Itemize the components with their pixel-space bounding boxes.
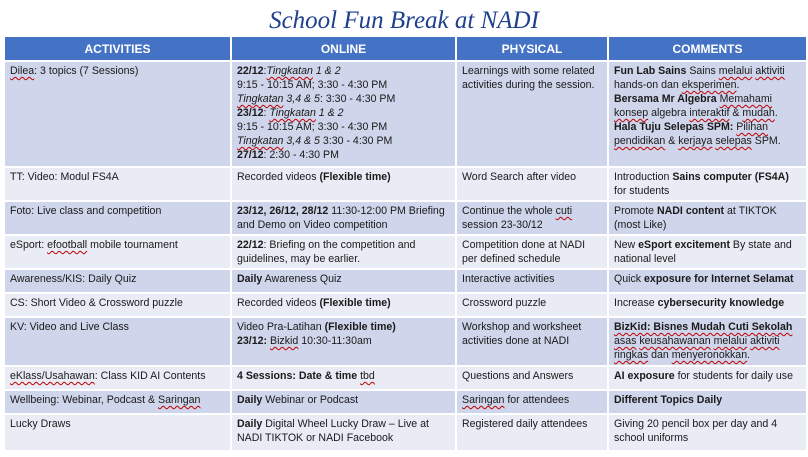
text-segment: Hala Tuju Selepas SPM: [614, 121, 737, 133]
online-cell [231, 201, 456, 235]
text-segment: 10:30-11:30am [298, 335, 372, 347]
text-segment: 3,4 & 5 [283, 93, 320, 105]
cell-line [237, 393, 450, 407]
comments-cell [608, 390, 807, 414]
text-segment: eSport: [10, 239, 48, 251]
cell-line [614, 170, 801, 198]
text-segment: . [774, 107, 778, 119]
text-segment: Daily [237, 394, 263, 406]
text-segment: 3,4 & 5 [283, 135, 320, 147]
text-segment: cuti [555, 205, 573, 217]
text-segment: eSport excitement [638, 239, 730, 251]
cell-line [237, 334, 450, 348]
text-segment: interaktif [689, 107, 730, 119]
text-segment: Awareness/KIS: Daily Quiz [10, 273, 137, 285]
table-row [4, 269, 807, 293]
text-segment: 4 Sessions: Date & time [237, 370, 361, 382]
text-segment: : 2:30 - 4:30 PM [263, 149, 339, 161]
cell-line [237, 238, 450, 266]
activity-cell [4, 235, 231, 269]
text-segment: pendidikan [614, 135, 666, 147]
text-segment: Memahami [719, 93, 773, 105]
activity-cell [4, 366, 231, 390]
activity-cell [4, 293, 231, 317]
activity-cell [4, 61, 231, 167]
text-segment: menyeronokkan [671, 349, 748, 361]
text-segment: 1 & 2 [315, 107, 344, 119]
table-row [4, 201, 807, 235]
cell-line [237, 134, 450, 148]
activity-cell [4, 201, 231, 235]
text-segment: melalui [713, 335, 748, 347]
text-segment: Questions and Answers [462, 370, 574, 382]
cell-line [614, 296, 801, 310]
table-row [4, 235, 807, 269]
text-segment: New [614, 239, 639, 251]
text-segment: Tingkatan [237, 135, 284, 147]
text-segment: Tingkatan [237, 93, 284, 105]
cell-line [237, 64, 450, 78]
physical-cell [456, 317, 608, 366]
text-segment: selepas [715, 135, 752, 147]
text-segment: Daily [237, 418, 263, 430]
text-segment: (Flexible time) [319, 297, 391, 309]
table-row [4, 61, 807, 167]
text-segment: Sains [686, 65, 719, 77]
comments-cell [608, 235, 807, 269]
cell-line [614, 64, 801, 92]
physical-cell [456, 390, 608, 414]
text-segment: Fun Lab Sains [614, 65, 687, 77]
cell-line [237, 296, 450, 310]
activity-cell [4, 167, 231, 201]
cell-line [462, 320, 602, 348]
text-segment: exposure for Internet Selamat [644, 273, 794, 285]
online-cell [231, 235, 456, 269]
text-segment: Promote [614, 205, 657, 217]
cell-line [237, 148, 450, 162]
text-segment: Wellbeing: Webinar, Podcast & [10, 394, 159, 406]
cell-line [10, 320, 225, 334]
cell-line [462, 170, 602, 184]
text-segment: . [736, 79, 740, 91]
header-row [4, 36, 807, 61]
text-segment: at TIKTOK (most Like) [614, 205, 777, 231]
cell-line [237, 417, 450, 445]
cell-line [10, 272, 225, 286]
text-segment: Introduction [614, 171, 673, 183]
online-cell [231, 293, 456, 317]
activity-cell [4, 390, 231, 414]
text-segment: Giving 20 pencil box per day and 4 school uniforms [614, 418, 778, 444]
comments-cell [608, 414, 807, 451]
text-segment: asas [614, 335, 637, 347]
text-segment: (Flexible time) [324, 321, 396, 333]
text-segment: Dilea [10, 65, 35, 77]
text-segment: tbd [360, 370, 375, 382]
text-segment: Registered daily attendees [462, 418, 588, 430]
text-segment: Different Topics Daily [614, 394, 723, 406]
text-segment: Bizkid [270, 335, 299, 347]
physical-cell [456, 293, 608, 317]
physical-cell [456, 167, 608, 201]
physical-cell [456, 414, 608, 451]
cell-line [462, 296, 602, 310]
text-segment: Tingkatan [266, 65, 313, 77]
text-segment: 11:30-12:00 PM Briefing and Demo on Video competition [237, 205, 445, 231]
text-segment: efootball [47, 239, 88, 251]
text-segment: Recorded videos [237, 171, 320, 183]
text-segment: melalui [718, 65, 753, 77]
text-segment: SPM. [751, 135, 781, 147]
text-segment: Saringan [462, 394, 505, 406]
table-row [4, 390, 807, 414]
text-segment: Increase [614, 297, 658, 309]
comments-cell [608, 269, 807, 293]
text-segment: Interactive activities [462, 273, 555, 285]
text-segment: Learnings with some related activities during the session. [462, 65, 595, 91]
cell-line [10, 393, 225, 407]
text-segment: Daily [237, 273, 263, 285]
cell-line [614, 204, 801, 232]
text-segment: Bersama Mr Algebra [614, 93, 717, 105]
cell-line [237, 272, 450, 286]
cell-line [10, 296, 225, 310]
text-segment: keusahawanan [639, 335, 711, 347]
text-segment: Digital Wheel Lucky Draw – Live at NADI TIKTOK or NADI Facebook [237, 418, 429, 444]
text-segment: for students for daily use [674, 370, 793, 382]
header-physical: PHYSICAL [456, 36, 608, 61]
text-segment: 23/12 [237, 107, 264, 119]
table-row [4, 414, 807, 451]
text-segment: : 3:30 - 4:30 PM [319, 93, 396, 105]
text-segment: 22/12 [237, 65, 264, 77]
physical-cell [456, 366, 608, 390]
text-segment: kerjaya [678, 135, 713, 147]
online-cell [231, 414, 456, 451]
online-cell [231, 390, 456, 414]
text-segment: : 3 topics (7 Sessions) [34, 65, 139, 77]
text-segment: 9:15 - 10:15 AM; 3:30 - 4:30 PM [237, 121, 388, 133]
text-segment: 22/12 [237, 239, 264, 251]
cell-line [462, 369, 602, 383]
text-segment: Sains computer (FS4A) [672, 171, 789, 183]
text-segment: : Class KID AI Contents [94, 370, 206, 382]
text-segment: TT: Video: Modul FS4A [10, 171, 119, 183]
physical-cell [456, 269, 608, 293]
online-cell [231, 269, 456, 293]
online-cell [231, 317, 456, 366]
text-segment: aktiviti [750, 335, 780, 347]
comments-cell [608, 61, 807, 167]
header-online: ONLINE [231, 36, 456, 61]
text-segment: By state and national level [614, 239, 792, 265]
text-segment: session 23-30/12 [462, 219, 543, 231]
cell-line [614, 272, 801, 286]
text-segment: ringkas [614, 349, 649, 361]
text-segment: for attendees [504, 394, 570, 406]
comments-cell [608, 167, 807, 201]
physical-cell [456, 201, 608, 235]
cell-line [614, 238, 801, 266]
text-segment: eksperimen [681, 79, 737, 91]
cell-line [614, 120, 801, 148]
text-segment: KV: Video and Live Class [10, 321, 129, 333]
comments-cell [608, 201, 807, 235]
text-segment: Saringan [158, 394, 201, 406]
online-cell [231, 61, 456, 167]
cell-line [10, 170, 225, 184]
cell-line [10, 417, 225, 431]
text-segment: Quick [614, 273, 645, 285]
text-segment: Recorded videos [237, 297, 320, 309]
text-segment: Continue the whole [462, 205, 556, 217]
activities-table [3, 35, 808, 452]
comments-cell [608, 366, 807, 390]
activity-cell [4, 317, 231, 366]
cell-line [614, 393, 801, 407]
cell-line [237, 106, 450, 120]
cell-line [462, 204, 602, 232]
cell-line [10, 369, 225, 383]
table-row [4, 366, 807, 390]
text-segment: mudah [742, 107, 775, 119]
cell-line [462, 64, 602, 92]
text-segment: for students [614, 185, 670, 197]
comments-cell [608, 293, 807, 317]
text-segment: Awareness Quiz [262, 273, 342, 285]
text-segment: Competition done at NADI per defined schedule [462, 239, 586, 265]
text-segment: mobile tournament [87, 239, 178, 251]
text-segment: Webinar or Podcast [262, 394, 359, 406]
cell-line [462, 393, 602, 407]
cell-line [10, 238, 225, 252]
comments-cell [608, 317, 807, 366]
text-segment: algebra [648, 107, 690, 119]
cell-line [614, 320, 801, 362]
text-segment: eKlass/Usahawan [10, 370, 95, 382]
text-segment: 23/12, 26/12, 28/12 [237, 205, 329, 217]
text-segment: 27/12 [237, 149, 264, 161]
text-segment: (Flexible time) [319, 171, 391, 183]
table-row [4, 167, 807, 201]
text-segment: Video Pra-Latihan [237, 321, 325, 333]
text-segment: & [729, 107, 743, 119]
page-title: School Fun Break at NADI [269, 7, 539, 34]
cell-line [237, 78, 450, 92]
activity-cell [4, 269, 231, 293]
text-segment: NADI content [656, 205, 725, 217]
text-segment: Workshop and worksheet activities done at NADI [462, 321, 582, 347]
table-row [4, 293, 807, 317]
text-segment: Lucky Draws [10, 418, 71, 430]
text-segment: hands-on dan [614, 79, 682, 91]
activity-cell [4, 414, 231, 451]
cell-line [614, 369, 801, 383]
text-segment: : [263, 107, 270, 119]
text-segment: Crossword puzzle [462, 297, 547, 309]
cell-line [614, 92, 801, 120]
text-segment: BizKid: Bisnes Mudah Cuti Sekolah [614, 321, 793, 333]
text-segment: 23/12: [237, 335, 268, 347]
header-comments: COMMENTS [608, 36, 807, 61]
physical-cell [456, 235, 608, 269]
text-segment: konsep [614, 107, 649, 119]
text-segment: Word Search after video [462, 171, 577, 183]
physical-cell [456, 61, 608, 167]
text-segment: & [665, 135, 679, 147]
text-segment: : Briefing on the competition and guidelines, may be earlier. [237, 239, 416, 265]
table-body [4, 61, 807, 451]
cell-line [237, 92, 450, 106]
cell-line [237, 320, 450, 334]
cell-line [462, 238, 602, 266]
cell-line [237, 204, 450, 232]
text-segment: AI exposure [614, 370, 675, 382]
text-segment: : [263, 65, 267, 77]
table-row [4, 317, 807, 366]
text-segment: aktiviti [755, 65, 785, 77]
cell-line [614, 417, 801, 445]
cell-line [10, 64, 225, 78]
text-segment: 1 & 2 [312, 65, 341, 77]
text-segment: Tingkatan [269, 107, 316, 119]
text-segment: Pilihan [736, 121, 769, 133]
text-segment: Foto: Live class and competition [10, 205, 162, 217]
text-segment: CS: Short Video & Crossword puzzle [10, 297, 183, 309]
text-segment: . [747, 349, 751, 361]
text-segment: cybersecurity knowledge [657, 297, 785, 309]
text-segment: dan [648, 349, 672, 361]
cell-line [462, 417, 602, 431]
cell-line [462, 272, 602, 286]
online-cell [231, 167, 456, 201]
text-segment: 3:30 - 4:30 PM [319, 135, 393, 147]
text-segment: 9:15 - 10:15 AM; 3:30 - 4:30 PM [237, 79, 388, 91]
cell-line [237, 369, 450, 383]
cell-line [237, 120, 450, 134]
cell-line [237, 170, 450, 184]
online-cell [231, 366, 456, 390]
cell-line [10, 204, 225, 218]
header-activities: ACTIVITIES [4, 36, 231, 61]
